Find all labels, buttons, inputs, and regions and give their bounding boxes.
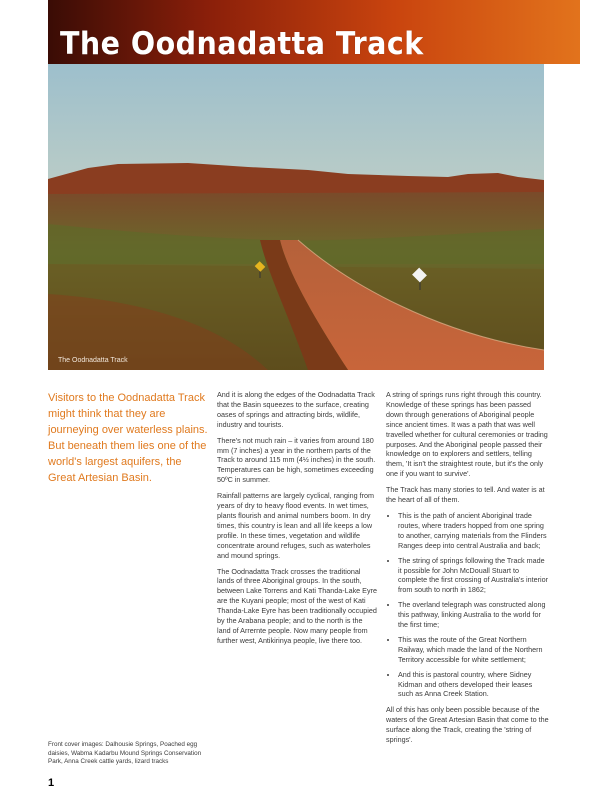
page-title: The Oodnadatta Track [60, 26, 424, 62]
front-cover-note: Front cover images: Dalhousie Springs, Poached egg daisies, Wabma Kadarbu Mound Springs Conservation Park, Anna Creek cattle yards, lizard tracks [48, 741, 202, 766]
paragraph: The Oodnadatta Track crosses the traditional lands of three Aboriginal groups. In the south, between Lake Torrens and Kati Thanda-Lake Eyre are the Kuyani people; most of the west of Kati Thanda-Lake Eyre has been traditionally occupied by the Arabana people; and to the north is the land of Arrernte people. Now many people from further west, Antikirinya people, live there too. [217, 566, 377, 645]
outback-road-illustration [48, 64, 544, 370]
photo-caption: The Oodnadatta Track [58, 357, 128, 364]
intro-column [48, 390, 208, 486]
bullet-item: • This is the path of ancient Aboriginal trade routes, where traders hopped from one spring to another, carrying materials from the Flinders Ranges deep into central Australia and back; [398, 511, 549, 551]
bullet-list [386, 511, 549, 699]
closing-paragraph: All of this has only been possible because of the waters of the Great Artesian Basin that come to the surface along the Track, creating the 'string of springs'. [386, 705, 549, 745]
track-photo [48, 64, 544, 370]
page-number: 1 [48, 777, 55, 789]
paragraph: Rainfall patterns are largely cyclical, ranging from years of dry to heavy flood events. In wet times, plants flourish and animal numbers boom. In dry times, this country is lean and all life keeps a low profile. In these times, vegetation and wildlife concentrate around refuges, such as waterholes and mound springs. [217, 491, 374, 560]
intro-text: Visitors to the Oodnadatta Track might think that they are journeying over waterless plains. But beneath them lies one of the world's largest aquifers, the Great Artesian Basin. [48, 392, 208, 484]
paragraph: And it is along the edges of the Oodnadatta Track that the Basin squeezes to the surface, creating oases of springs and attracting birds, wildlife, industry and tourists. [217, 390, 375, 429]
bullet-item: • This was the route of the Great Northern Railway, which made the land of the Northern Territory accessible for white settlement; [398, 635, 549, 665]
bullet-item: • The string of springs following the Track made it possible for John McDouall Stuart to complete the first crossing of Australia's interior from south to north in 1862; [398, 556, 549, 596]
paragraph: A string of springs runs right through this country. Knowledge of these springs has been passed down through generations of Aboriginal people since ancient times. It was a path that was well travelled whether for cultural ceremonies or trading purposes. And the Aboriginal people passed their knowledge on to explorers and settlers, telling them, 'It isn't the straightest route, but it's the only one if you want to survive'. [386, 390, 548, 479]
body-column-2 [217, 390, 377, 652]
bullet-item: • And this is pastoral country, where Sidney Kidman and others developed their leases such as Anna Creek Station. [398, 670, 549, 700]
body-column-3 [386, 390, 549, 751]
bullet-item: • The overland telegraph was constructed along this pathway, linking Australia to the world for the first time; [398, 600, 549, 630]
paragraph: The Track has many stories to tell. And water is at the heart of all of them. [386, 485, 545, 505]
paragraph: There's not much rain – it varies from around 180 mm (7 inches) a year in the northern parts of the Track to around 115 mm (4½ inches) in the south. Temperatures can be high, sometimes exceeding 50ºC in summer. [217, 435, 376, 485]
